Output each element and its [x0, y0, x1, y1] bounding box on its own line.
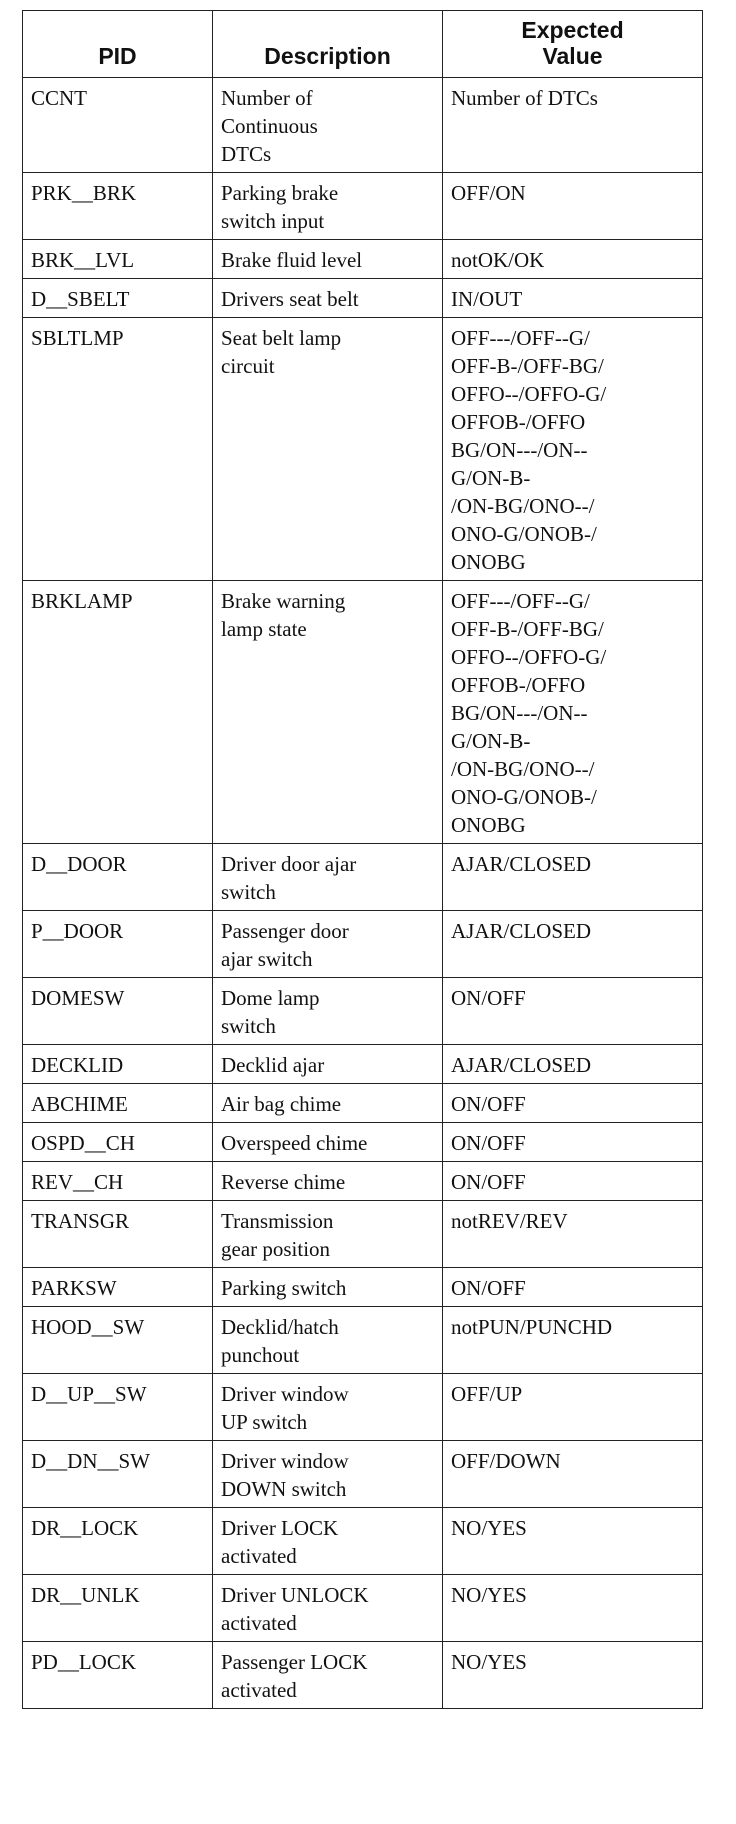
pid-cell: P__DOOR — [23, 911, 213, 978]
pid-cell: D__SBELT — [23, 279, 213, 318]
expected-value-cell: notPUN/PUNCHD — [443, 1307, 703, 1374]
description-cell: Number of Continuous DTCs — [213, 78, 443, 173]
expected-value-cell: ON/OFF — [443, 1123, 703, 1162]
expected-value-cell: OFF---/OFF--G/ OFF-B-/OFF-BG/ OFFO--/OFFO-G/ OFFOB-/OFFO BG/ON---/ON-- G/ON-B- /ON-BG/ONO--/ ONO-G/ONOB-/ ONOBG — [443, 581, 703, 844]
pid-table — [22, 10, 703, 1709]
expected-value-cell: OFF/DOWN — [443, 1441, 703, 1508]
header-expected-value: Expected Value — [443, 11, 703, 78]
header-row — [23, 11, 703, 78]
header-pid: PID — [23, 11, 213, 78]
table-row — [23, 1575, 703, 1642]
expected-value-cell: Number of DTCs — [443, 78, 703, 173]
table-row — [23, 173, 703, 240]
table-row — [23, 1084, 703, 1123]
expected-value-cell: OFF/ON — [443, 173, 703, 240]
table-row — [23, 1374, 703, 1441]
description-cell: Parking brake switch input — [213, 173, 443, 240]
description-cell: Decklid/hatch punchout — [213, 1307, 443, 1374]
table-row — [23, 1201, 703, 1268]
table-row — [23, 78, 703, 173]
expected-value-cell: ON/OFF — [443, 1268, 703, 1307]
pid-cell: D__DOOR — [23, 844, 213, 911]
pid-cell: DR__UNLK — [23, 1575, 213, 1642]
description-cell: Seat belt lamp circuit — [213, 318, 443, 581]
expected-value-cell: AJAR/CLOSED — [443, 1045, 703, 1084]
description-cell: Passenger LOCK activated — [213, 1642, 443, 1709]
expected-value-cell: ON/OFF — [443, 1084, 703, 1123]
description-cell: Decklid ajar — [213, 1045, 443, 1084]
table-row — [23, 1045, 703, 1084]
description-cell: Transmission gear position — [213, 1201, 443, 1268]
table-row — [23, 1441, 703, 1508]
pid-cell: D__UP__SW — [23, 1374, 213, 1441]
description-cell: Brake warning lamp state — [213, 581, 443, 844]
table-row — [23, 240, 703, 279]
table-row — [23, 318, 703, 581]
table-row — [23, 1307, 703, 1374]
pid-cell: REV__CH — [23, 1162, 213, 1201]
expected-value-cell: ON/OFF — [443, 978, 703, 1045]
description-cell: Driver window DOWN switch — [213, 1441, 443, 1508]
expected-value-cell: notREV/REV — [443, 1201, 703, 1268]
expected-value-cell: OFF/UP — [443, 1374, 703, 1441]
header-description: Description — [213, 11, 443, 78]
description-cell: Driver UNLOCK activated — [213, 1575, 443, 1642]
pid-cell: PD__LOCK — [23, 1642, 213, 1709]
pid-cell: HOOD__SW — [23, 1307, 213, 1374]
expected-value-cell: NO/YES — [443, 1508, 703, 1575]
description-cell: Passenger door ajar switch — [213, 911, 443, 978]
table-row — [23, 279, 703, 318]
description-cell: Parking switch — [213, 1268, 443, 1307]
pid-cell: DECKLID — [23, 1045, 213, 1084]
table-row — [23, 1508, 703, 1575]
table-row — [23, 1162, 703, 1201]
table-row — [23, 844, 703, 911]
table-row — [23, 581, 703, 844]
pid-cell: PRK__BRK — [23, 173, 213, 240]
table-row — [23, 911, 703, 978]
description-cell: Driver window UP switch — [213, 1374, 443, 1441]
description-cell: Brake fluid level — [213, 240, 443, 279]
description-cell: Reverse chime — [213, 1162, 443, 1201]
pid-cell: CCNT — [23, 78, 213, 173]
description-cell: Air bag chime — [213, 1084, 443, 1123]
description-cell: Dome lamp switch — [213, 978, 443, 1045]
description-cell: Overspeed chime — [213, 1123, 443, 1162]
pid-cell: PARKSW — [23, 1268, 213, 1307]
description-cell: Driver LOCK activated — [213, 1508, 443, 1575]
pid-cell: SBLTLMP — [23, 318, 213, 581]
expected-value-cell: AJAR/CLOSED — [443, 911, 703, 978]
pid-cell: BRK__LVL — [23, 240, 213, 279]
table-row — [23, 978, 703, 1045]
pid-cell: DOMESW — [23, 978, 213, 1045]
expected-value-cell: OFF---/OFF--G/ OFF-B-/OFF-BG/ OFFO--/OFFO-G/ OFFOB-/OFFO BG/ON---/ON-- G/ON-B- /ON-BG/ONO--/ ONO-G/ONOB-/ ONOBG — [443, 318, 703, 581]
description-cell: Drivers seat belt — [213, 279, 443, 318]
expected-value-cell: ON/OFF — [443, 1162, 703, 1201]
pid-cell: DR__LOCK — [23, 1508, 213, 1575]
pid-cell: ABCHIME — [23, 1084, 213, 1123]
expected-value-cell: AJAR/CLOSED — [443, 844, 703, 911]
pid-cell: BRKLAMP — [23, 581, 213, 844]
expected-value-cell: notOK/OK — [443, 240, 703, 279]
description-cell: Driver door ajar switch — [213, 844, 443, 911]
table-row — [23, 1123, 703, 1162]
table-row — [23, 1642, 703, 1709]
table-row — [23, 1268, 703, 1307]
expected-value-cell: IN/OUT — [443, 279, 703, 318]
expected-value-cell: NO/YES — [443, 1642, 703, 1709]
pid-cell: OSPD__CH — [23, 1123, 213, 1162]
expected-value-cell: NO/YES — [443, 1575, 703, 1642]
pid-cell: TRANSGR — [23, 1201, 213, 1268]
pid-cell: D__DN__SW — [23, 1441, 213, 1508]
table-body — [23, 78, 703, 1709]
